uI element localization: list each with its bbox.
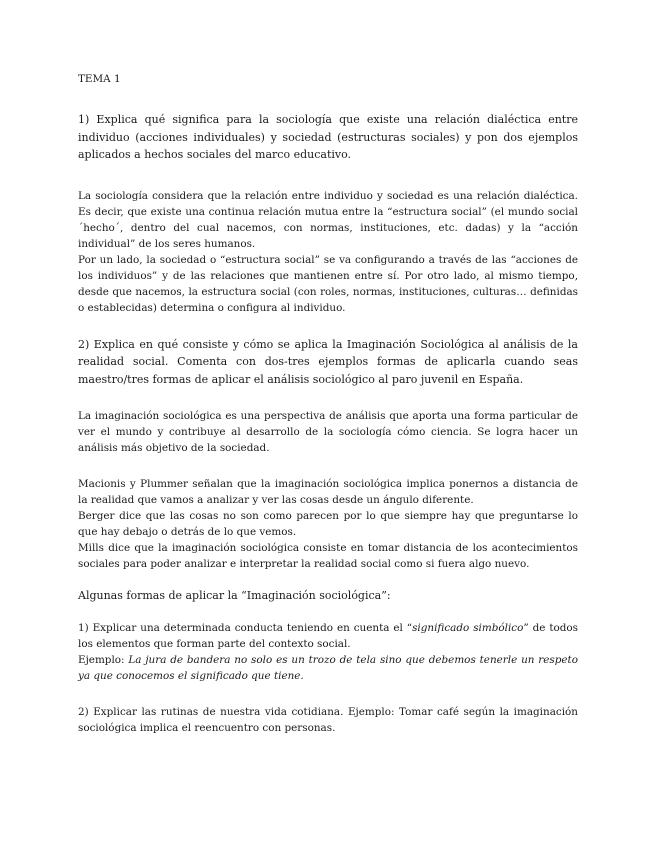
answer-2-intro: La imaginación sociológica es una perspectiva de análisis que aporta una forma particular de ver el mundo y contribuye al desarrollo de la sociología cómo ciencia. Se logra hacer un análisis más objetivo de la sociedad. <box>78 410 578 454</box>
form-1-text-end: ” de todos los elementos que forman parte del contexto social. <box>78 621 578 650</box>
form-1-example-text: La jura de bandera no solo es un trozo de tela sino que debemos tenerle un respeto ya que conocemos el significado que tiene. <box>78 653 578 682</box>
author-macionis-plummer: Macionis y Plummer señalan que la imaginación sociológica implica ponernos a distancia de la realidad que vamos a analizar y ver las cosas desde un ángulo diferente. <box>78 478 578 506</box>
answer-1-paragraph-2: Por un lado, la sociedad o “estructura social” se va configurando a través de las “acciones de los individuos” y de las relaciones que mantienen entre sí. Por otro lado, al mismo tiempo, desde que nacemos, la estructura social (con roles, normas, instituciones, culturas… definidas o establecidas) determina o configura al individuo. <box>78 253 578 314</box>
question-2: 2) Explica en qué consiste y cómo se aplica la Imaginación Sociológica al análisis de la realidad social. Comenta con dos-tres ejemplos formas de aplicarla cuando seas maestro/tres formas de aplicar el análisis sociológico al paro juvenil en España. <box>78 337 578 386</box>
form-1-text-start: 1) Explicar una determinada conducta teniendo en cuenta el “ <box>78 621 413 634</box>
form-1-example <box>78 652 578 684</box>
form-1-example-label: Ejemplo: <box>78 653 129 666</box>
document-page <box>78 71 578 736</box>
form-1 <box>78 620 578 652</box>
question-1: 1) Explica qué significa para la sociología que existe una relación dialéctica entre individuo (acciones individuales) y sociedad (estructuras sociales) y pon dos ejemplos aplicados a hechos sociales del marco educativo. <box>78 113 578 161</box>
answer-1-paragraph-1: La sociología considera que la relación entre individuo y sociedad es una relación dialéctica. Es decir, que existe una continua relación mutua entre la “estructura social” (el mundo social ´hecho´, dentro del cual nacemos, con normas, instituciones, etc. dadas) y la “acción individual” de los seres humanos. <box>78 189 578 250</box>
form-2: 2) Explicar las rutinas de nuestra vida cotidiana. Ejemplo: Tomar café según la imaginación sociológica implica el reencuentro con personas. <box>78 705 578 734</box>
document-title: TEMA 1 <box>78 73 121 85</box>
author-berger: Berger dice que las cosas no son como parecen por lo que siempre hay que preguntarse lo que hay debajo o detrás de lo que vemos. <box>78 510 578 538</box>
form-1-italic-term: significado simbólico <box>412 621 524 634</box>
forms-heading: Algunas formas de aplicar la “Imaginación sociológica”: <box>78 589 391 602</box>
author-mills: Mills dice que la imaginación sociológica consiste en tomar distancia de los acontecimientos sociales para poder analizar e interpretar la realidad social como si fuera algo nuevo. <box>78 542 578 570</box>
